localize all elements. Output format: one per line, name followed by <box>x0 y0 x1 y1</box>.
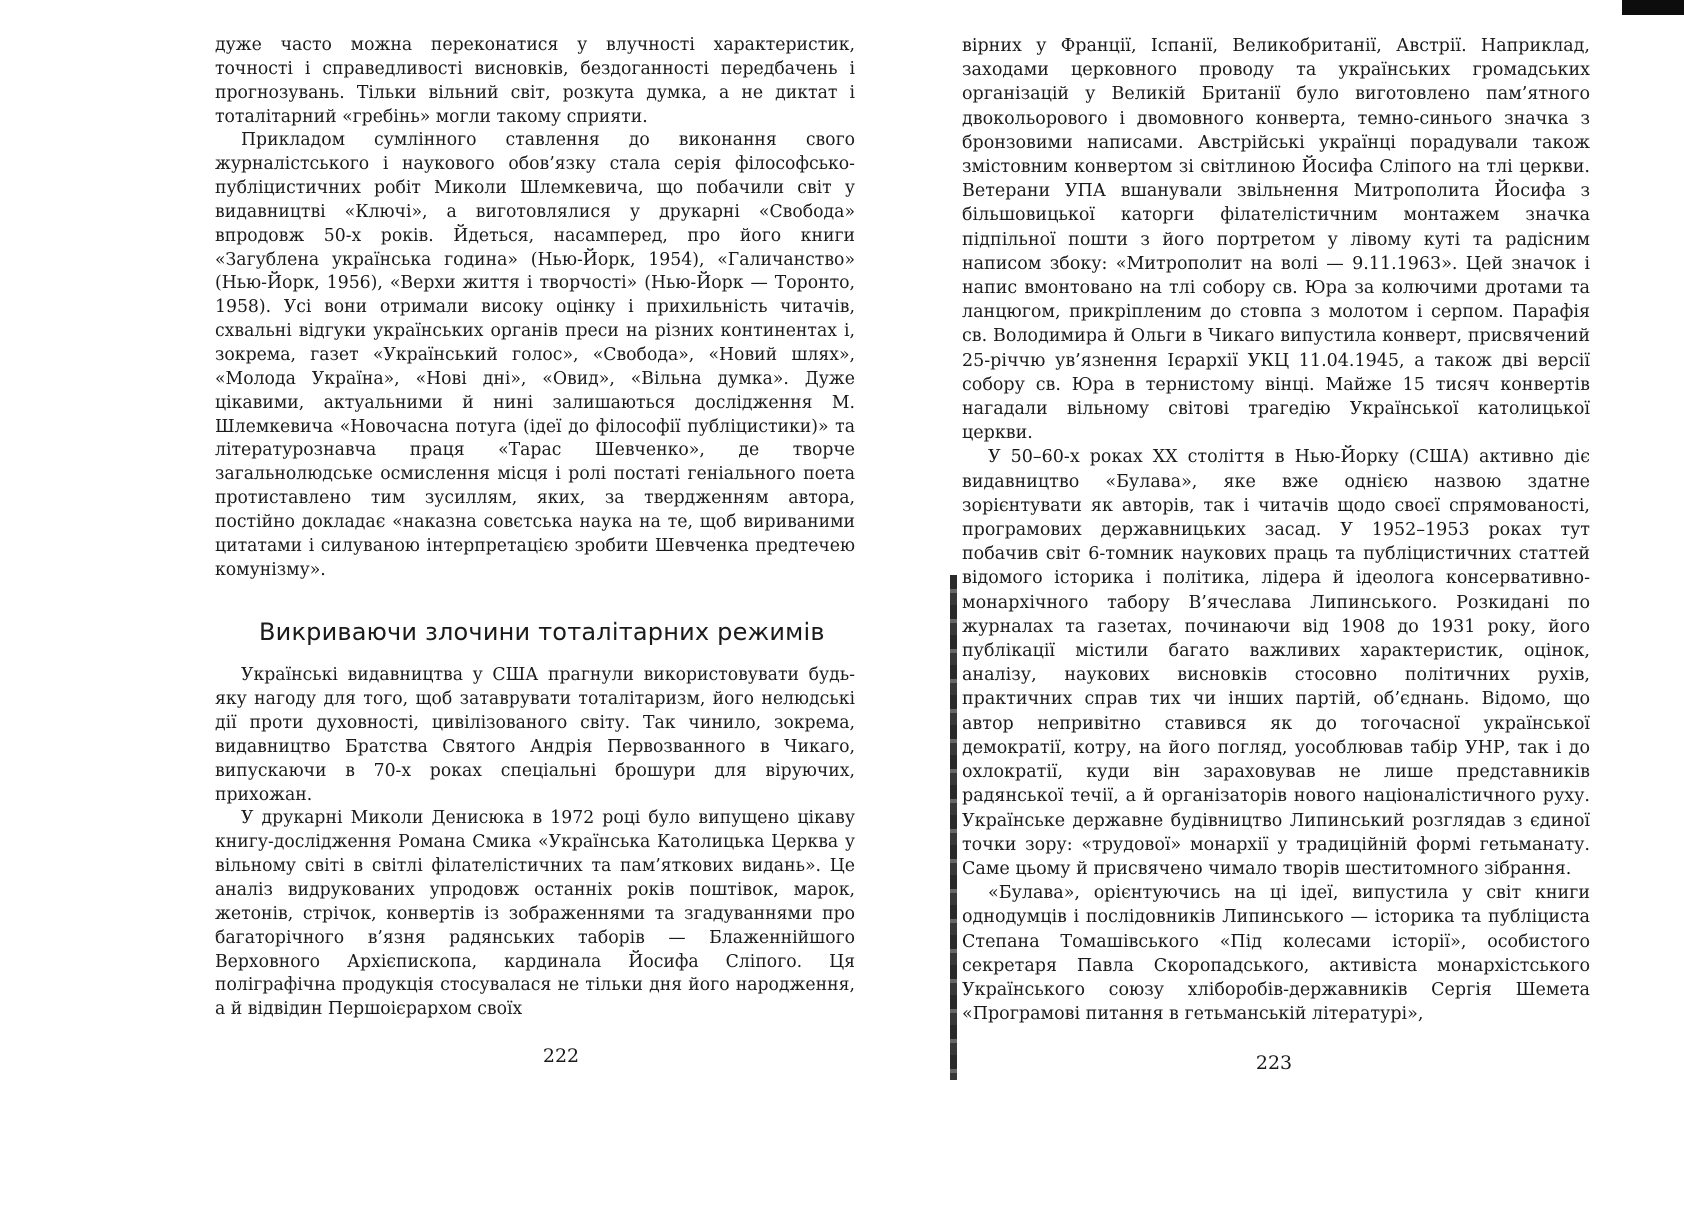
right-paragraph-2: У 50–60-х роках XX століття в Нью-Йорку (США) активно діє видавництво «Булава», яке вже однією назвою здатне зорієнтувати як авторів, так і читачів щодо своєї спрямованості, програмових державницьких засад. У 1952–1953 роках тут побачив світ 6-томник наукових праць та публіцистичних статтей відомого історика і політика, лідера й ідеолога консервативно-монархічного табору В’ячеслава Липинського. Розкидані по журналах та газетах, починаючи від 1908 до 1931 року, його публікації містили багато важливих характеристик, оцінок, аналізу, наукових висновків стосовно політичних рухів, практичних справ тих чи інших партій, об’єднань. Відомо, що автор непривітно ставився як до тогочасної української демократії, котру, на його погляд, уособлював табір УНР, так і до охлократії, куди він зараховував не лише представників радянської течії, а й організаторів нового націоналістичного руху. Українське державне будівництво Липинський розглядав з єдиної точки зору: «трудової» монархії у традиційній формі гетьманату. Саме цьому й присвячено чимало творів шеститомного зібрання. <box>962 447 1590 879</box>
left-paragraph-3: Українські видавництва у США прагнули використовувати будь-яку нагоду для того, щоб затаврувати тоталітаризм, його нелюдські дії проти духовності, цивілізованого світу. Так чинило, зокрема, видавництво Братства Святого Андрія Первозванного в Чикаго, випускаючи в 70-х роках спеціальні брошури для віруючих, прихожан. <box>215 665 855 805</box>
section-heading: Викриваючи злочини тоталітарних режимів <box>259 618 825 647</box>
left-page <box>215 34 855 1022</box>
right-paragraph-3: «Булава», орієнтуючись на ці ідеї, випустила у світ книги однодумців і послідовників Липинського — історика та публіциста Степана Томашівського «Під колесами історії», особистого секретаря Павла Скоропадського, активіста монархістського Українського союзу хліборобів-державників Сергія Шемета «Програмові питання в гетьманській літературі», <box>962 883 1590 1025</box>
left-paragraph-1: дуже часто можна переконатися у влучності характеристик, точності і справедливості висновків, бездоганності передбачень і прогнозувань. Тільки вільний світ, розкута думка, а не диктат і тоталітарний «гребінь» могли такому сприяти. <box>215 35 855 127</box>
binding-gutter-shadow <box>950 575 957 1080</box>
page-number-left: 222 <box>542 1045 580 1067</box>
right-page <box>962 34 1590 1026</box>
right-paragraph-1: вірних у Франції, Іспанії, Великобританії, Австрії. Наприклад, заходами церковного проводу та українських громадських організацій у Великій Британії було виготовлено пам’ятного двокольорового і двомовного конверта, темно-синього значка з бронзовими написами. Австрійські українці порадували також змістовним конвертом зі світлиною Йосифа Сліпого на тлі церкви. Ветерани УПА вшанували звільнення Митрополита Йосифа з більшовицької каторги філателістичним монтажем значка підпільної пошти з його портретом у лівому куті та радісним написом збоку: «Митрополит на волі — 9.11.1963». Цей значок і напис вмонтовано на тлі собору св. Юра за колючими дротами та ланцюгом, прикріпленим до стовпа з молотом і серпом. Парафія св. Володимира й Ольги в Чикаго випустила конверт, присвячений 25-річчю ув’язнення Ієрархії УКЦ 11.04.1945, а також дві версії собору св. Юра в тернистому вінці. Майже 15 тисяч конвертів нагадали вільному світові трагедію Української католицької церкви. <box>962 36 1590 444</box>
scan-edge-mark <box>1622 0 1684 15</box>
left-paragraph-4: У друкарні Миколи Денисюка в 1972 році було випущено цікаву книгу-дослідження Романа Смика «Українська Католицька Церква у вільному світі в світлі філателістичних та пам’яткових видань». Це аналіз видрукованих упродовж останніх років поштівок, марок, жетонів, стрічок, конвертів із зображеннями та згадуваннями про багаторічного в’язня радянських таборів — Блаженнійшого Верховного Архієпископа, кардинала Йосифа Сліпого. Ця поліграфічна продукція стосувалася не тільки дня його народження, а й відвідин Першоієрархом своїх <box>215 808 855 1020</box>
page-number-right: 223 <box>1255 1052 1293 1074</box>
left-paragraph-2: Прикладом сумлінного ставлення до виконання свого журналістського і наукового обов’язку стала серія філософсько-публіцистичних робіт Миколи Шлемкевича, що побачили світ у видавництві «Ключі», а виготовлялися у друкарні «Свобода» впродовж 50-х років. Йдеться, насамперед, про його книги «Загублена українська година» (Нью-Йорк, 1954), «Галичанство» (Нью-Йорк, 1956), «Верхи життя і творчості» (Нью-Йорк — Торонто, 1958). Усі вони отримали високу оцінку і прихильність читачів, схвальні відгуки українських органів преси на різних континентах і, зокрема, газет «Український голос», «Свобода», «Новий шлях», «Молода Україна», «Нові дні», «Овид», «Вільна думка». Дуже цікавими, актуальними й нині залишаються дослідження М. Шлемкевича «Новочасна потуга (ідеї до філософії публіцистики)» та літературознавча праця «Тарас Шевченко», де творче загальнолюдське осмислення місця і ролі постаті геніального поета протиставлено тим зусиллям, яких, за твердженням автора, постійно докладає «наказна совєтська наука на те, щоб вириваними цитатами і силуваною інтерпретацією зробити Шевченка предтечею комунізму». <box>215 130 855 580</box>
